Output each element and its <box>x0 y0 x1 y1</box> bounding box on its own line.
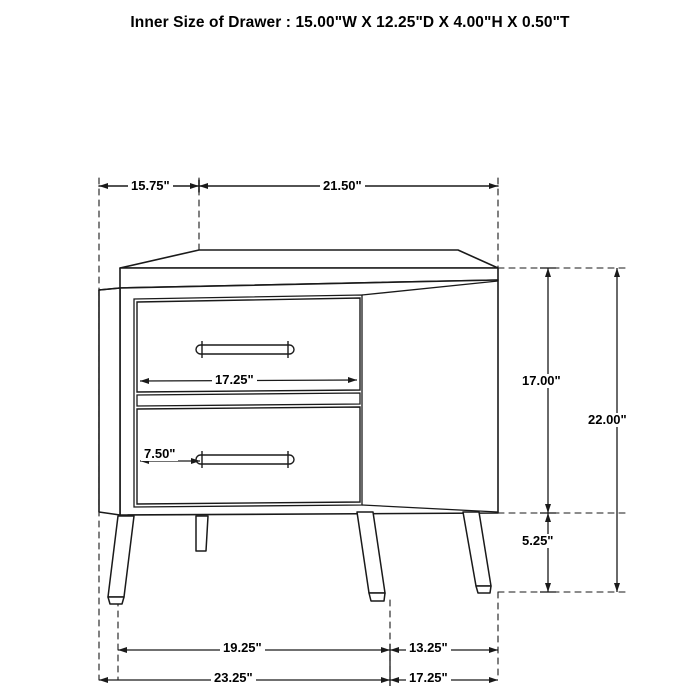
dimension-bottom-side-width: 13.25" <box>406 641 451 655</box>
dimension-top-left-width: 15.75" <box>128 179 173 193</box>
drawer-rail <box>137 393 360 406</box>
page-title: Inner Size of Drawer : 15.00"W X 12.25"D X 4.00"H X 0.50"T <box>130 14 570 31</box>
cabinet-top-surface <box>120 250 498 268</box>
dimension-bottom-front-width: 19.25" <box>220 641 265 655</box>
dimension-case-height: 17.00" <box>519 374 564 388</box>
dimension-bottom-overall-width: 23.25" <box>211 671 256 685</box>
cabinet-left-side <box>99 288 120 515</box>
dimension-lower-drawer-width: 7.50" <box>141 447 178 461</box>
dimension-top-right-width: 21.50" <box>320 179 365 193</box>
dimension-bottom-overall-depth: 17.25" <box>406 671 451 685</box>
dimension-upper-drawer-width: 17.25" <box>212 373 257 387</box>
dimension-total-height: 22.00" <box>585 413 630 427</box>
legs <box>108 512 491 604</box>
dimension-leg-height: 5.25" <box>519 534 556 548</box>
